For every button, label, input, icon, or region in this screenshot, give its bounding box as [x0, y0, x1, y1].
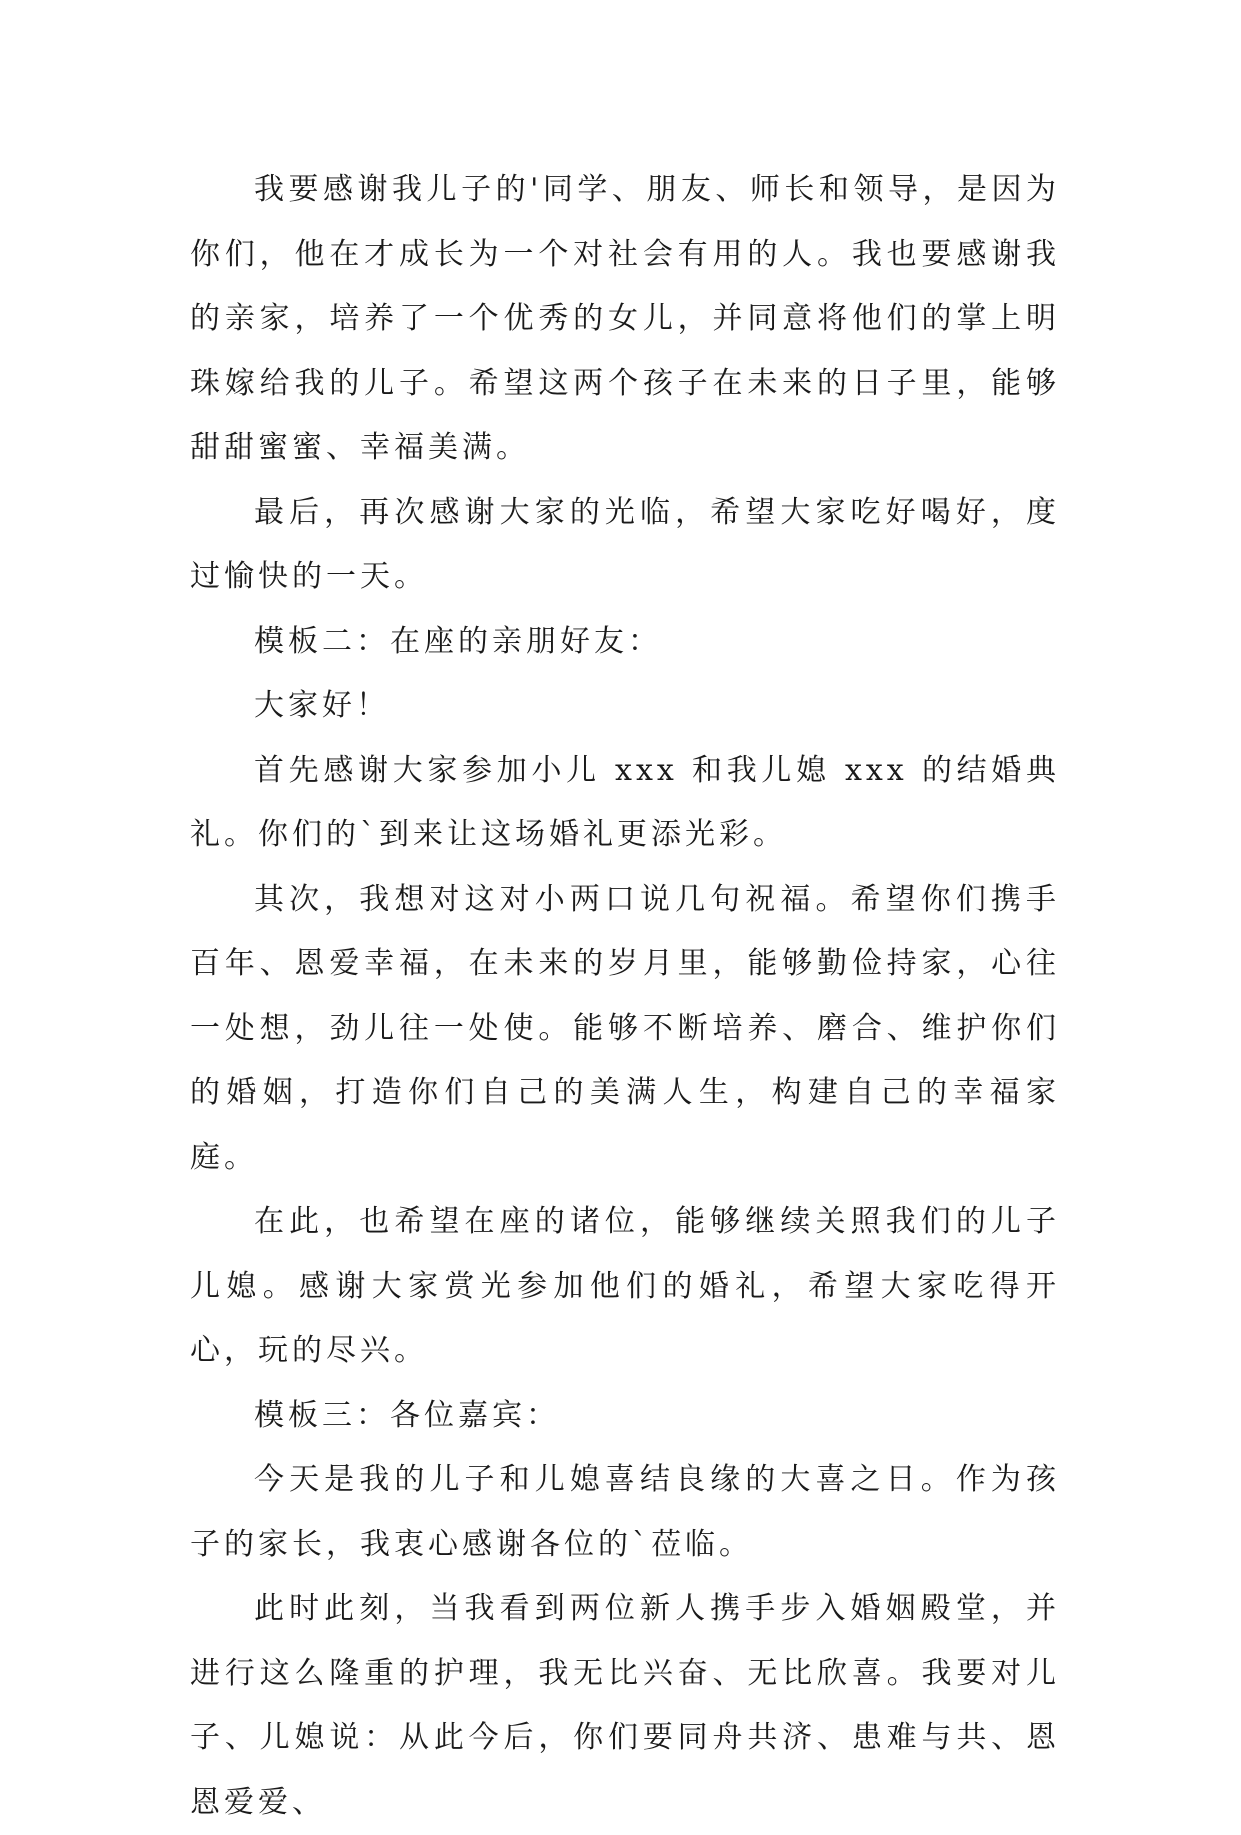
- template-two-heading: 模板二：在座的亲朋好友：: [254, 623, 662, 659]
- paragraph-wedding-thanks: 首先感谢大家参加小儿 xxx 和我儿媳 xxx 的结婚典礼。你们的`到来让这场婚礼更添光彩。: [190, 752, 1060, 852]
- template-three-heading: 模板三：各位嘉宾：: [254, 1397, 560, 1433]
- paragraph-thanks-friends: 我要感谢我儿子的'同学、朋友、师长和领导，是因为你们，他在才成长为一个对社会有用的人。我也要感谢我的亲家，培养了一个优秀的女儿，并同意将他们的掌上明珠嫁给我的儿子。希望这两个孩子在未来的日子里，能够甜甜蜜蜜、幸福美满。: [190, 172, 1060, 465]
- document-body: [190, 158, 1060, 1835]
- paragraph-big-day: 今天是我的儿子和儿媳喜结良缘的大喜之日。作为孩子的家长，我衷心感谢各位的`莅临。: [190, 1462, 1060, 1562]
- paragraph-closing-thanks: 最后，再次感谢大家的光临，希望大家吃好喝好，度过愉快的一天。: [190, 494, 1060, 594]
- paragraph-this-moment: 此时此刻，当我看到两位新人携手步入婚姻殿堂，并进行这么隆重的护理，我无比兴奋、无比欣喜。我要对儿子、儿媳说：从此今后，你们要同舟共济、患难与共、恩恩爱爱、: [190, 1591, 1060, 1820]
- paragraph-blessing: 其次，我想对这对小两口说几句祝福。希望你们携手百年、恩爱幸福，在未来的岁月里，能够勤俭持家，心往一处想，劲儿往一处使。能够不断培养、磨合、维护你们的婚姻，打造你们自己的美满人生，构建自己的幸福家庭。: [190, 881, 1060, 1175]
- paragraph-request-care: 在此，也希望在座的诸位，能够继续关照我们的儿子儿媳。感谢大家赏光参加他们的婚礼，希望大家吃得开心，玩的尽兴。: [190, 1204, 1060, 1368]
- greeting: 大家好！: [254, 688, 390, 723]
